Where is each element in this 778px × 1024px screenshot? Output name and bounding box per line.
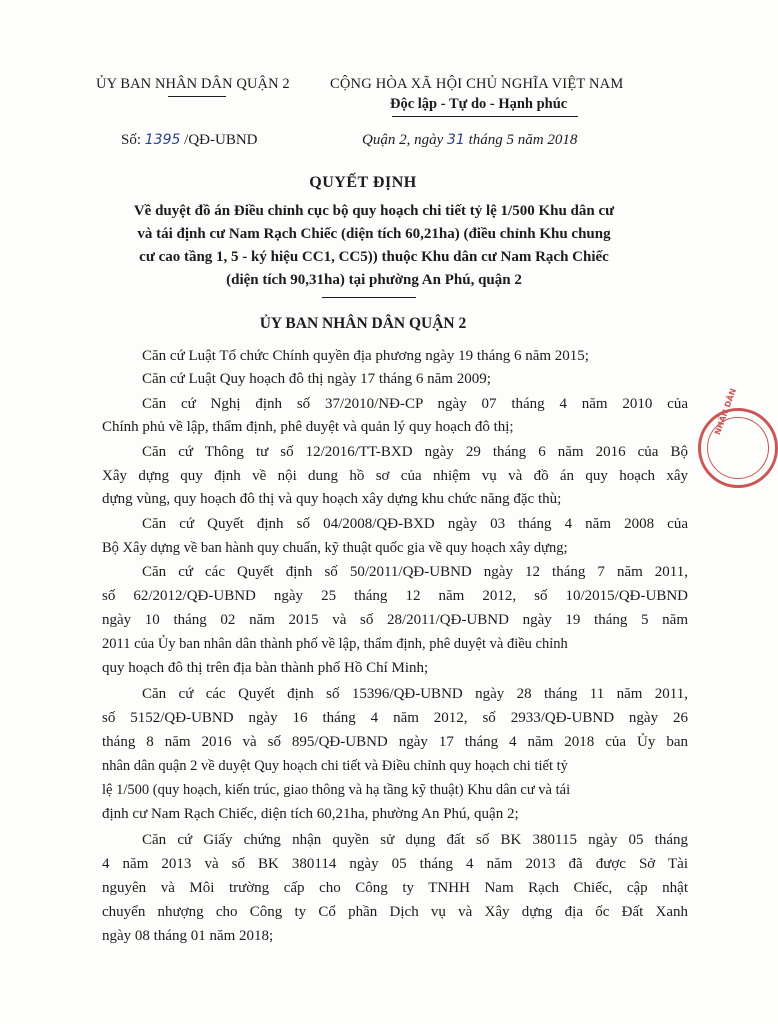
document-title: QUYẾT ĐỊNH (309, 174, 417, 191)
body-line: dựng vùng, quy hoạch đô thị và quy hoạch xây dựng khu chức năng đặc thù; (102, 491, 562, 507)
body-line: nguyên và Môi trường cấp cho Công ty TNHH Nam Rạch Chiếc, cập nhật (102, 880, 688, 896)
document-number (121, 132, 258, 149)
national-motto: Độc lập - Tự do - Hạnh phúc (390, 96, 568, 112)
date-day-handwritten: 31 (447, 132, 465, 148)
body-line: tháng 8 năm 2016 và số 895/QĐ-UBND ngày 17 tháng 4 năm 2018 của Ủy ban (102, 734, 688, 750)
docnum-prefix: Số: (121, 132, 145, 148)
body-line: ngày 10 tháng 02 năm 2015 và số 28/2011/QĐ-UBND ngày 19 tháng 5 năm (102, 612, 688, 628)
body-line: định cư Nam Rạch Chiếc, diện tích 60,21ha, phường An Phú, quận 2; (102, 806, 519, 822)
body-line: ngày 08 tháng 01 năm 2018; (102, 928, 274, 944)
subject-line: cư cao tầng 1, 5 - ký hiệu CC1, CC5)) thuộc Khu dân cư Nam Rạch Chiếc (139, 249, 609, 265)
date-suffix: tháng 5 năm 2018 (464, 132, 578, 148)
subject-line: (diện tích 90,31ha) tại phường An Phú, quận 2 (226, 272, 522, 288)
body-line: Bộ Xây dựng về ban hành quy chuẩn, kỹ thuật quốc gia về quy hoạch xây dựng; (102, 540, 568, 556)
body-line: Căn cứ các Quyết định số 15396/QĐ-UBND ngày 28 tháng 11 năm 2011, (142, 686, 688, 702)
body-line: quy hoạch đô thị trên địa bàn thành phố Hồ Chí Minh; (102, 660, 429, 676)
subject-line: Về duyệt đồ án Điều chỉnh cục bộ quy hoạch chi tiết tỷ lệ 1/500 Khu dân cư (133, 203, 615, 219)
body-line: Căn cứ Thông tư số 12/2016/TT-BXD ngày 29 tháng 6 năm 2016 của Bộ (142, 444, 688, 460)
docnum-handwritten: 1395 (144, 132, 181, 148)
body-line: 4 năm 2013 và số BK 380114 ngày 05 tháng 4 năm 2013 đã được Sở Tài (102, 856, 688, 872)
body-line: Căn cứ Giấy chứng nhận quyền sử dụng đất số BK 380115 ngày 05 tháng (142, 832, 688, 848)
document-date (362, 132, 577, 149)
body-line: lệ 1/500 (quy hoạch, kiến trúc, giao thông và hạ tầng kỹ thuật) Khu dân cư và tái (102, 782, 571, 798)
national-title: CỘNG HÒA XÃ HỘI CHỦ NGHĨA VIỆT NAM (330, 76, 624, 92)
issuing-agency: ỦY BAN NHÂN DÂN QUẬN 2 (96, 76, 290, 92)
agency-underline (168, 96, 226, 97)
body-line: Xây dựng quy định về nội dung hồ sơ của nhiệm vụ và đồ án quy hoạch xây (102, 468, 688, 484)
body-line: Căn cứ Nghị định số 37/2010/NĐ-CP ngày 07 tháng 4 năm 2010 của (142, 396, 688, 412)
body-line: Căn cứ các Quyết định số 50/2011/QĐ-UBND ngày 12 tháng 7 năm 2011, (142, 564, 688, 580)
body-line: số 5152/QĐ-UBND ngày 16 tháng 4 năm 2012, số 2933/QĐ-UBND ngày 26 (102, 710, 688, 726)
body-line: 2011 của Ủy ban nhân dân thành phố về lập, thẩm định, phê duyệt và điều chỉnh (102, 636, 568, 652)
docnum-suffix: /QĐ-UBND (180, 132, 258, 148)
body-line: số 62/2012/QĐ-UBND ngày 25 tháng 12 năm 2012, số 10/2015/QĐ-UBND (102, 588, 688, 604)
body-line: Căn cứ Luật Quy hoạch đô thị ngày 17 tháng 6 năm 2009; (142, 371, 491, 387)
seal-stamp (698, 387, 778, 488)
date-prefix: Quận 2, ngày (362, 132, 447, 148)
issuer-heading: ỦY BAN NHÂN DÂN QUẬN 2 (259, 315, 467, 332)
body-line: Căn cứ Luật Tổ chức Chính quyền địa phương ngày 19 tháng 6 năm 2015; (142, 348, 589, 364)
body-line: Căn cứ Quyết định số 04/2008/QĐ-BXD ngày 03 tháng 4 năm 2008 của (142, 516, 688, 532)
body-line: chuyển nhượng cho Công ty Cổ phần Dịch vụ và Xây dựng địa ốc Đất Xanh (102, 904, 688, 920)
body-line: Chính phủ về lập, thẩm định, phê duyệt và quản lý quy hoạch đô thị; (102, 419, 514, 435)
document-subject (84, 200, 664, 292)
seal-text: NHÂN DÂN (713, 387, 739, 437)
body-line: nhân dân quận 2 về duyệt Quy hoạch chi tiết và Điều chỉnh quy hoạch chi tiết tỷ (102, 758, 568, 774)
subject-underline (322, 297, 416, 298)
motto-underline (392, 116, 578, 117)
subject-line: và tái định cư Nam Rạch Chiếc (diện tích 60,21ha) (điều chỉnh Khu chung (137, 226, 611, 242)
